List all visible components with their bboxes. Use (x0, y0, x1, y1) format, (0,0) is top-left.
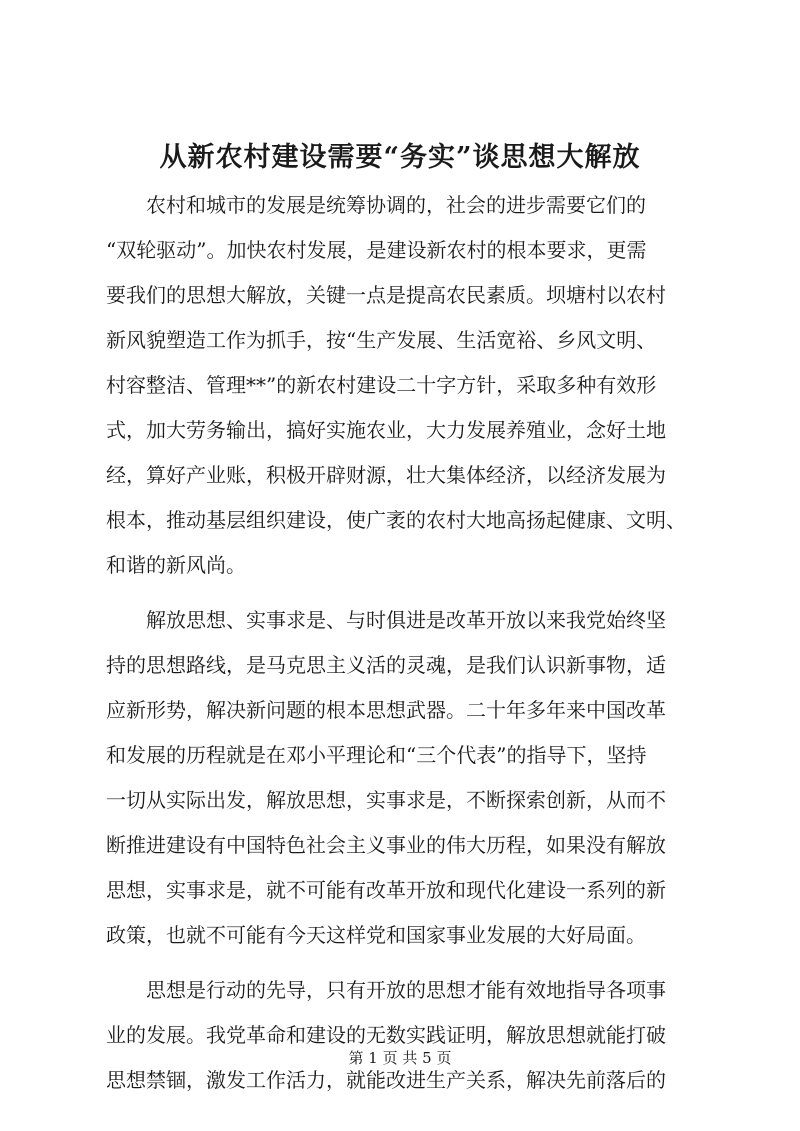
paragraph-1-line: “双轮驱动”。加快农村发展，是建设新农村的根本要求，更需 (106, 238, 647, 262)
paragraph-2-line: 解放思想、实事求是、与时俱进是改革开放以来我党始终坚 (146, 608, 666, 632)
paragraph-3-line: 思想禁锢，激发工作活力，就能改进生产关系，解决先前落后的 (106, 1068, 666, 1092)
paragraph-1-line: 村容整洁、管理**”的新农村建设二十字方针，采取多种有效形 (106, 373, 657, 397)
paragraph-3-line: 业的发展。我党革命和建设的无数实践证明，解放思想就能打破 (106, 1023, 666, 1047)
paragraph-2-line: 一切从实际出发，解放思想，实事求是，不断探索创新，从而不 (106, 788, 666, 812)
paragraph-1-line: 新风貌塑造工作为抓手，按“生产发展、生活宽裕、乡风文明、 (106, 328, 657, 352)
paragraph-2-line: 持的思想路线，是马克思主义活的灵魂，是我们认识新事物，适 (106, 653, 666, 677)
paragraph-1-line: 农村和城市的发展是统筹协调的，社会的进步需要它们的 (146, 193, 646, 217)
document-body (106, 183, 698, 1103)
page-number-footer: 第 1 页 共 5 页 (348, 1049, 452, 1067)
paragraph-1-line: 要我们的思想大解放，关键一点是提高农民素质。坝塘村以农村 (106, 283, 666, 307)
paragraph-2-line: 断推进建设有中国特色社会主义事业的伟大历程，如果没有解放 (106, 833, 666, 857)
paragraph-2-line: 和发展的历程就是在邓小平理论和“三个代表”的指导下，坚持 (106, 743, 647, 767)
paragraph-3-line: 思想是行动的先导，只有开放的思想才能有效地指导各项事 (146, 978, 666, 1002)
document-title: 从新农村建设需要“务实”谈思想大解放 (159, 142, 641, 173)
paragraph-2-line: 应新形势，解决新问题的根本思想武器。二十年多年来中国改革 (106, 698, 666, 722)
paragraph-1-line: 式，加大劳务输出，搞好实施农业，大力发展养殖业，念好土地 (106, 418, 666, 442)
paragraph-1-line: 根本，推动基层组织建设，使广袤的农村大地高扬起健康、文明、 (106, 508, 686, 532)
paragraph-1-line: 经，算好产业账，积极开辟财源，壮大集体经济，以经济发展为 (106, 463, 666, 487)
paragraph-2-line: 思想，实事求是，就不可能有改革开放和现代化建设一系列的新 (106, 878, 666, 902)
paragraph-1-line: 和谐的新风尚。 (106, 553, 246, 577)
paragraph-2-line: 政策，也就不可能有今天这样党和国家事业发展的大好局面。 (106, 923, 646, 947)
